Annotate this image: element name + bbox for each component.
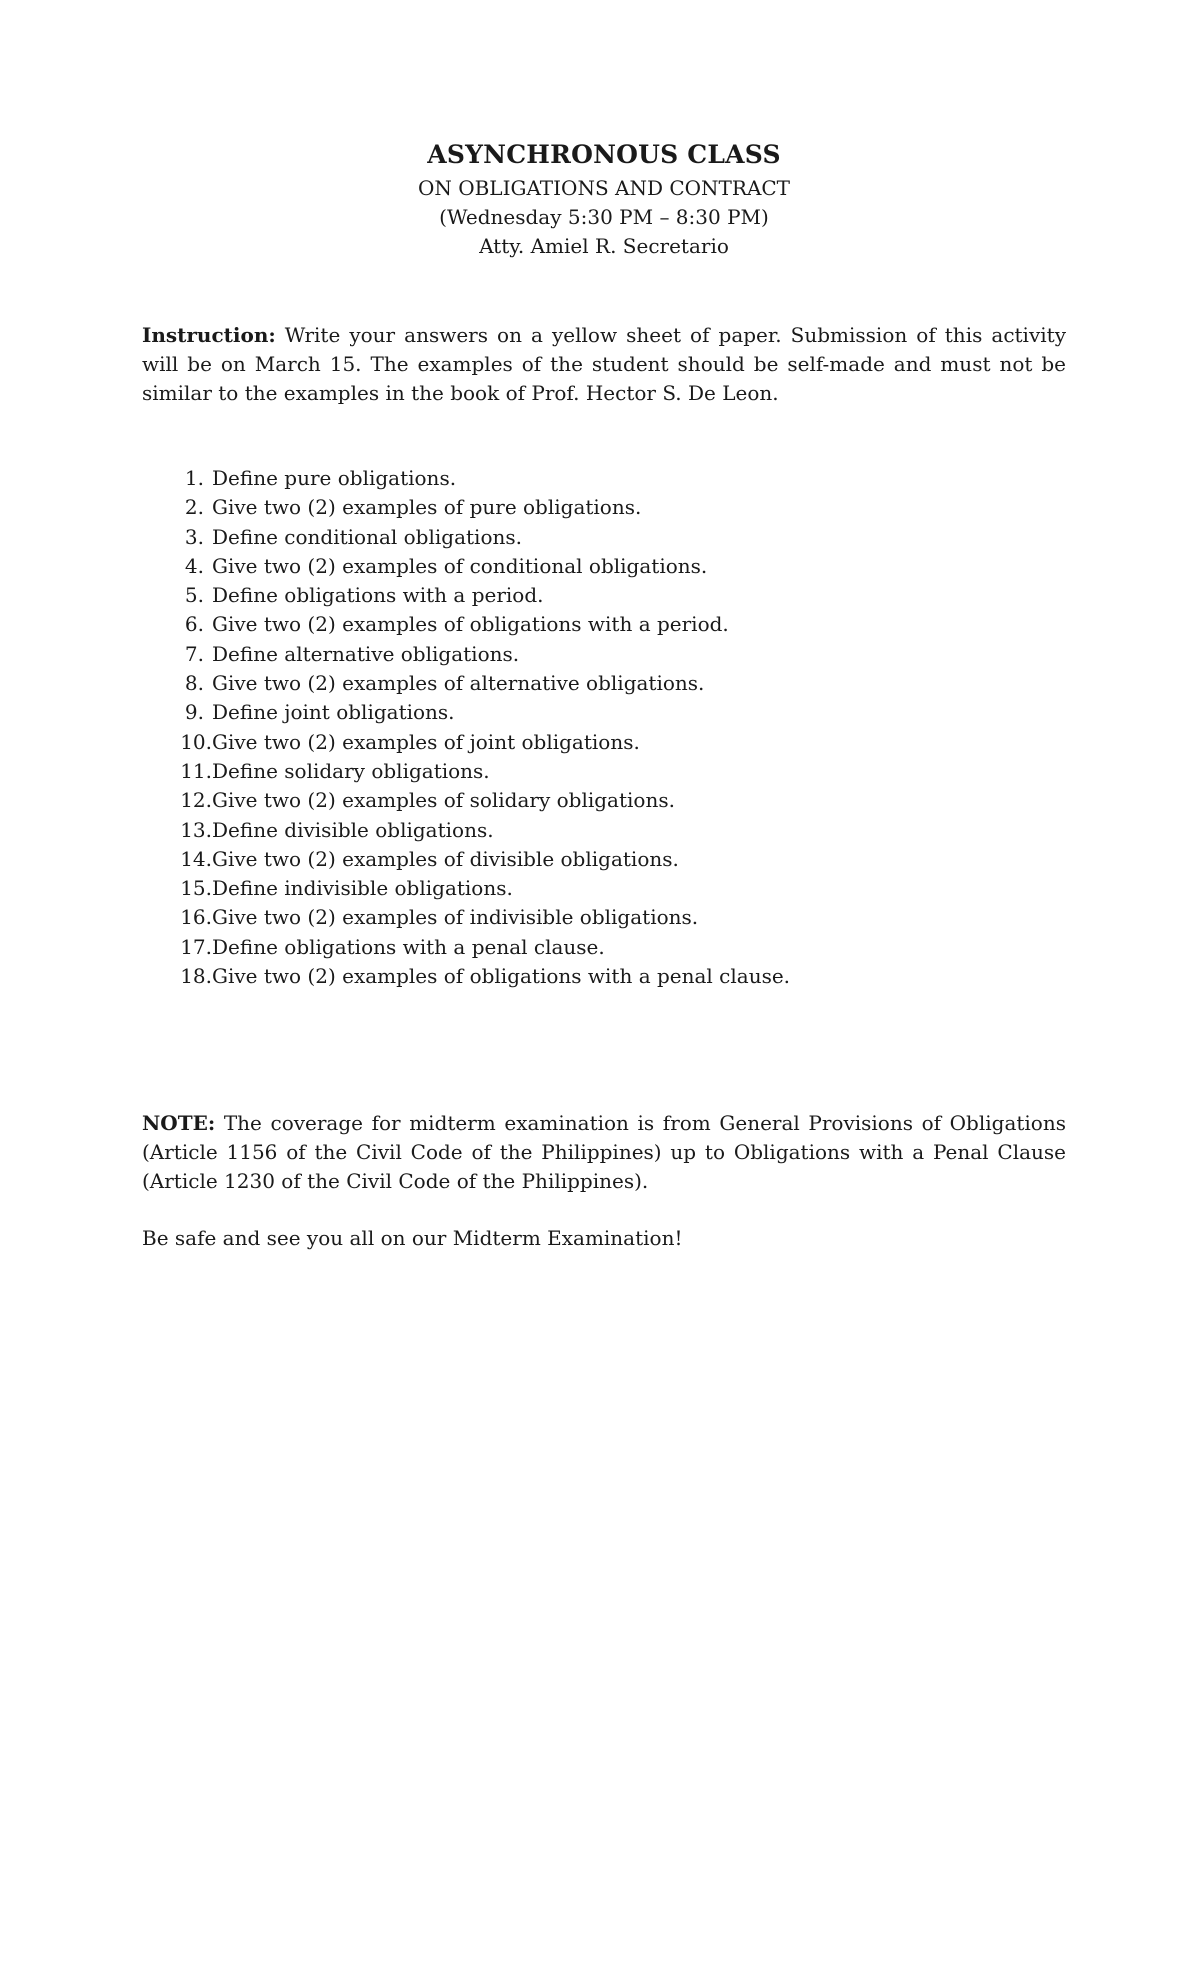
question-number: 15. <box>180 876 212 901</box>
question-text: Give two (2) examples of obligations with a penal clause. <box>212 964 791 989</box>
question-number: 12. <box>180 788 212 813</box>
question-text: Give two (2) examples of pure obligations. <box>212 495 642 520</box>
question-number: 9. <box>184 700 204 725</box>
document-page <box>142 138 1066 1253</box>
question-text: Give two (2) examples of joint obligations. <box>212 729 640 754</box>
question-text: Define obligations with a penal clause. <box>212 934 605 959</box>
question-text: Define solidary obligations. <box>212 758 490 783</box>
instructor-name: Atty. Amiel R. Secretario <box>479 234 729 258</box>
question-text: Give two (2) examples of obligations with a period. <box>212 612 729 637</box>
note-text: The coverage for midterm examination is from General Provisions of Obligations (Article 1156 of the Civil Code of the Philippines) up to Obligations with a Penal Clause (Article 1230 of the Civil Code of the Philippines). <box>142 1111 1066 1194</box>
question-list <box>142 464 1066 991</box>
question-text: Define indivisible obligations. <box>212 876 513 901</box>
question-number: 13. <box>180 817 212 842</box>
closing-line: Be safe and see you all on our Midterm Examination! <box>142 1226 683 1251</box>
question-number: 4. <box>184 553 204 578</box>
list-item <box>142 493 1066 522</box>
class-schedule: (Wednesday 5:30 PM – 8:30 PM) <box>439 205 769 229</box>
question-number: 8. <box>184 671 204 696</box>
list-item <box>142 903 1066 932</box>
question-number: 18. <box>180 964 212 989</box>
question-text: Give two (2) examples of divisible obligations. <box>212 846 679 871</box>
document-header <box>142 138 1066 261</box>
question-number: 6. <box>184 612 204 637</box>
instruction-label: Instruction: <box>142 323 276 347</box>
question-number: 16. <box>180 905 212 930</box>
question-text: Define alternative obligations. <box>212 641 520 666</box>
question-number: 5. <box>184 583 204 608</box>
instruction-paragraph <box>142 321 1066 408</box>
list-item <box>142 523 1066 552</box>
list-item <box>142 728 1066 757</box>
question-number: 17. <box>180 934 212 959</box>
note-label: NOTE: <box>142 1111 216 1136</box>
list-item <box>142 874 1066 903</box>
list-item <box>142 757 1066 786</box>
list-item <box>142 786 1066 815</box>
question-text: Give two (2) examples of conditional obligations. <box>212 553 708 578</box>
list-item <box>142 933 1066 962</box>
document-title: ASYNCHRONOUS CLASS <box>427 140 781 169</box>
question-text: Define conditional obligations. <box>212 524 522 549</box>
question-text: Define joint obligations. <box>212 700 455 725</box>
question-number: 14. <box>180 846 212 871</box>
list-item <box>142 816 1066 845</box>
list-item <box>142 640 1066 669</box>
list-item <box>142 669 1066 698</box>
question-number: 11. <box>180 758 212 783</box>
list-item <box>142 581 1066 610</box>
list-item <box>142 698 1066 727</box>
question-number: 3. <box>184 524 204 549</box>
list-item <box>142 845 1066 874</box>
question-text: Define divisible obligations. <box>212 817 494 842</box>
question-text: Give two (2) examples of alternative obligations. <box>212 671 705 696</box>
question-number: 1. <box>184 466 204 490</box>
question-text: Give two (2) examples of indivisible obligations. <box>212 905 699 930</box>
note-paragraph <box>142 1109 1066 1196</box>
list-item <box>142 610 1066 639</box>
question-number: 7. <box>184 641 204 666</box>
question-text: Give two (2) examples of solidary obligations. <box>212 788 675 813</box>
list-item <box>142 464 1066 493</box>
question-number: 2. <box>184 495 204 520</box>
list-item <box>142 552 1066 581</box>
question-number: 10. <box>180 729 212 754</box>
question-text: Define obligations with a period. <box>212 583 544 608</box>
question-text: Define pure obligations. <box>212 466 457 490</box>
list-item <box>142 962 1066 991</box>
course-subtitle: ON OBLIGATIONS AND CONTRACT <box>417 176 791 200</box>
instruction-text: Write your answers on a yellow sheet of paper. Submission of this activity will be on March 15. The examples of the student should be self-made and must not be similar to the examples in the book of Prof. Hector S. De Leon. <box>142 323 1066 405</box>
